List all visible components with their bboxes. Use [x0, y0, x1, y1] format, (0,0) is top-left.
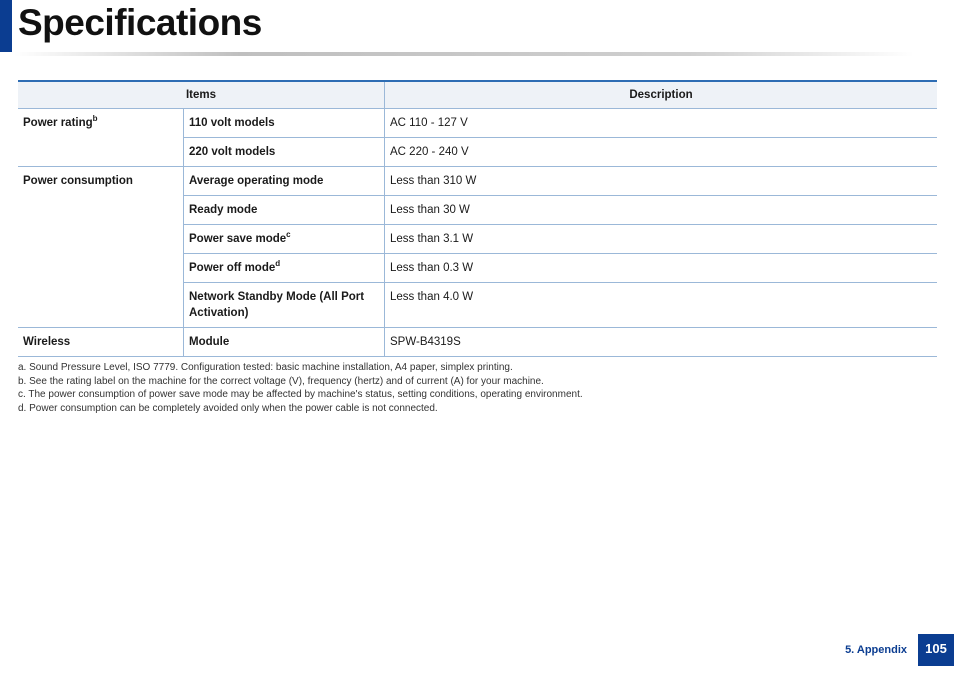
item-cell: Average operating mode — [184, 167, 385, 196]
item-cell — [184, 225, 385, 254]
header-description: Description — [385, 81, 938, 109]
footnote-ref: b — [92, 114, 98, 124]
item-label: Power off mode — [189, 262, 276, 274]
footnote-c: c. The power consumption of power save mode may be affected by machine's status, setting conditions, operating environment. — [18, 389, 583, 401]
chapter-label: 5. Appendix — [845, 644, 907, 656]
description-cell: SPW-B4319S — [385, 328, 938, 357]
description-cell: Less than 3.1 W — [385, 225, 938, 254]
item-label: Power save mode — [189, 233, 287, 245]
item-cell — [184, 254, 385, 283]
footnote-ref: d — [275, 259, 281, 269]
group-power-rating — [18, 109, 184, 167]
item-cell: Ready mode — [184, 196, 385, 225]
table-row — [18, 167, 937, 196]
description-cell: Less than 4.0 W — [385, 283, 938, 328]
description-cell: AC 110 - 127 V — [385, 109, 938, 138]
group-wireless: Wireless — [18, 328, 184, 357]
item-cell: Network Standby Mode (All Port Activation) — [184, 283, 385, 328]
table-header-row — [18, 81, 937, 109]
footnote-a: a. Sound Pressure Level, ISO 7779. Configuration tested: basic machine installation, A4 paper, simplex printing. — [18, 362, 513, 373]
table-row — [18, 328, 937, 357]
description-cell: Less than 0.3 W — [385, 254, 938, 283]
group-label: Power rating — [23, 117, 93, 129]
footnote-b: b. See the rating label on the machine for the correct voltage (V), frequency (hertz) and of current (A) for your machine. — [18, 375, 544, 387]
item-cell: 110 volt models — [184, 109, 385, 138]
title-divider — [14, 52, 914, 56]
specifications-table — [18, 80, 937, 357]
page-title: Specifications — [18, 2, 262, 43]
table-row — [18, 109, 937, 138]
description-cell: Less than 30 W — [385, 196, 938, 225]
group-power-consumption: Power consumption — [18, 167, 184, 328]
title-accent-bar — [0, 0, 12, 52]
description-cell: AC 220 - 240 V — [385, 138, 938, 167]
header-items: Items — [18, 81, 385, 109]
description-cell: Less than 310 W — [385, 167, 938, 196]
footnote-d: d. Power consumption can be completely avoided only when the power cable is not connected. — [18, 402, 438, 414]
item-cell: Module — [184, 328, 385, 357]
footnotes — [18, 361, 583, 415]
item-cell: 220 volt models — [184, 138, 385, 167]
footnote-ref: c — [286, 230, 291, 240]
page-number: 105 — [918, 634, 954, 666]
